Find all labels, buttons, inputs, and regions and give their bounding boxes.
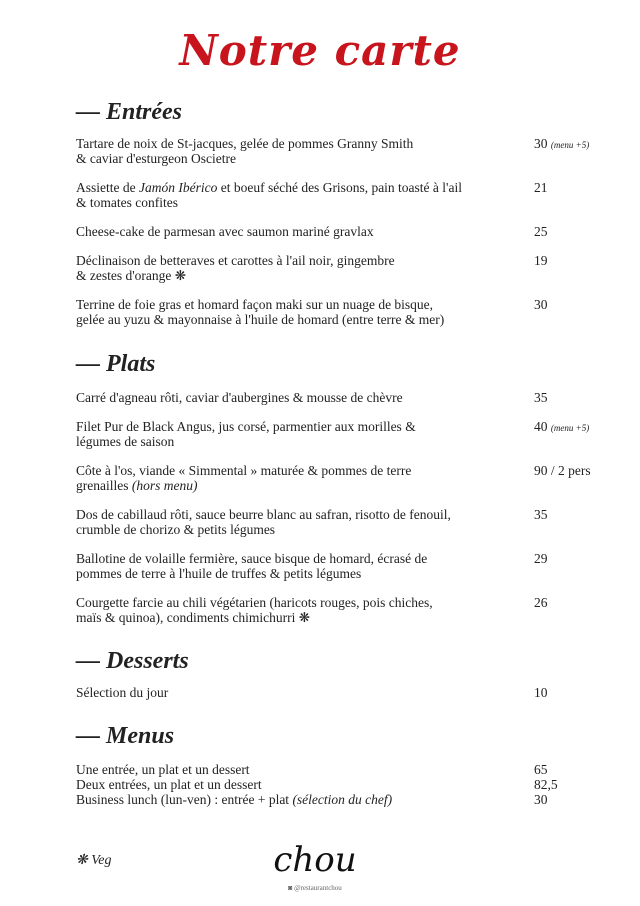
section-heading: — Plats: [76, 351, 156, 377]
item-price: 21: [534, 180, 548, 195]
item-line: grenailles (hors menu): [76, 478, 198, 493]
menu-item: [76, 762, 616, 777]
item-line: Deux entrées, un plat et un dessert: [76, 777, 262, 792]
menu-item: [76, 777, 616, 792]
section-plats: [76, 350, 616, 639]
item-line: légumes de saison: [76, 434, 175, 449]
restaurant-logo: chou: [273, 840, 357, 880]
menu-item: [76, 297, 616, 327]
menu-item: [76, 595, 616, 625]
menu-item: [76, 551, 616, 581]
item-line: gelée au yuzu & mayonnaise à l'huile de homard (entre terre & mer): [76, 312, 445, 327]
menu-item: [76, 792, 616, 807]
menu-item: [76, 253, 616, 283]
item-line: maïs & quinoa), condiments chimichurri ❋: [76, 610, 311, 625]
item-line: & zestes d'orange ❋: [76, 268, 187, 283]
item-price: 25: [534, 224, 548, 239]
item-line: Ballotine de volaille fermière, sauce bisque de homard, écrasé de: [76, 551, 428, 566]
item-line: Tartare de noix de St-jacques, gelée de pommes Granny Smith: [76, 136, 414, 151]
item-price: 30: [534, 792, 548, 807]
menu-item: [76, 180, 616, 210]
item-line: crumble de chorizo & petits légumes: [76, 522, 276, 537]
menu-item: [76, 136, 616, 166]
instagram-handle[interactable]: ◙ @restaurantchou: [288, 884, 342, 892]
item-line: Assiette de Jamón Ibérico et boeuf séché des Grisons, pain toasté à l'ail: [76, 180, 462, 195]
item-price: 10: [534, 685, 548, 700]
item-line: Terrine de foie gras et homard façon maki sur un nuage de bisque,: [76, 297, 434, 312]
item-line: & caviar d'esturgeon Oscietre: [76, 151, 236, 166]
section-heading: — Menus: [76, 723, 175, 749]
item-price: 35: [534, 507, 548, 522]
menu-item: [76, 390, 616, 405]
item-price: 82,5: [534, 777, 558, 792]
menu-item: [76, 685, 616, 700]
item-line: pommes de terre à l'huile de truffes & petits légumes: [76, 566, 362, 581]
item-line: Business lunch (lun-ven) : entrée + plat (sélection du chef): [76, 792, 393, 807]
price-note: (menu +5): [550, 423, 590, 433]
item-line: Dos de cabillaud rôti, sauce beurre blanc au safran, risotto de fenouil,: [76, 507, 451, 522]
menu-item: [76, 463, 616, 493]
item-line: Cheese-cake de parmesan avec saumon mariné gravlax: [76, 224, 374, 239]
section-menus: [76, 722, 616, 807]
section-heading: — Entrées: [76, 99, 183, 125]
price-note: (menu +5): [550, 140, 590, 150]
section-heading: — Desserts: [76, 648, 189, 674]
menu-item: [76, 419, 616, 449]
menu-item: [76, 507, 616, 537]
item-price: 90 / 2 pers: [534, 463, 591, 478]
item-line: Une entrée, un plat et un dessert: [76, 762, 250, 777]
item-line: Sélection du jour: [76, 685, 169, 700]
item-price: 35: [534, 390, 548, 405]
section-entrees: [76, 98, 616, 341]
section-desserts: [76, 647, 616, 714]
item-price: 40 (menu +5): [534, 419, 590, 434]
item-line: Courgette farcie au chili végétarien (haricots rouges, pois chiches,: [76, 595, 433, 610]
veg-legend: ❋ Veg: [76, 853, 112, 868]
item-price: 30: [534, 297, 548, 312]
item-price: 29: [534, 551, 548, 566]
item-line: & tomates confites: [76, 195, 178, 210]
item-price: 65: [534, 762, 548, 777]
item-line: Déclinaison de betteraves et carottes à l'ail noir, gingembre: [76, 253, 395, 268]
item-price: 30 (menu +5): [534, 136, 590, 151]
menu-item: [76, 224, 616, 239]
page-title: Notre carte: [179, 26, 461, 75]
item-price: 19: [534, 253, 548, 268]
item-line: Côte à l'os, viande « Simmental » maturée & pommes de terre: [76, 463, 412, 478]
item-line: Filet Pur de Black Angus, jus corsé, parmentier aux morilles &: [76, 419, 416, 434]
item-line: Carré d'agneau rôti, caviar d'aubergines & mousse de chèvre: [76, 390, 403, 405]
item-price: 26: [534, 595, 548, 610]
